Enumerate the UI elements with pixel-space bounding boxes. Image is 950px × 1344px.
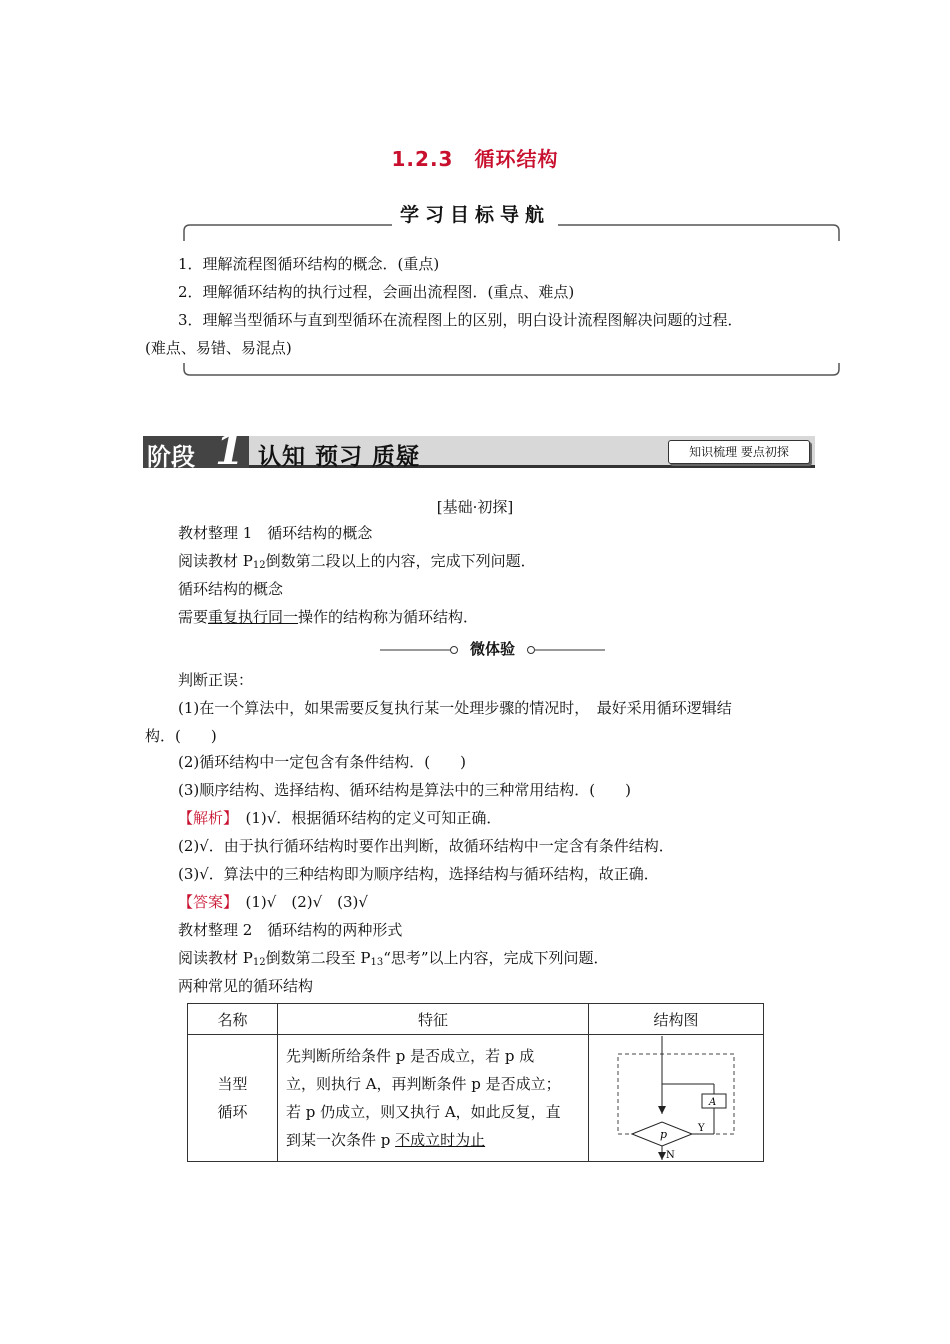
no-label: N (666, 1150, 675, 1160)
concept-definition: 需要重复执行同一操作的结构称为循环结构． (178, 608, 479, 626)
analysis-2: (2)√．由于执行循环结构时要作出判断，故循环结构中一定含有条件结构． (178, 837, 674, 855)
row-feature: 先判断所给条件 p 是否成立，若 p 成 立，则执行 A，再判断条件 p 是否成立； 若 p 仍成立，则又执行 A，如此反复，直 到某一次条件 p 不成立时为止 (277, 1035, 588, 1162)
stage-number: 1 (215, 425, 245, 474)
question-2: (2)循环结构中一定包含有条件结构．( ) (178, 753, 466, 771)
goal-item-2: 2．理解循环结构的执行过程，会画出流程图．(重点、难点) (178, 283, 575, 301)
common-structures: 两种常见的循环结构 (178, 977, 314, 995)
table-header-row (188, 1004, 764, 1035)
goal-item-1: 1．理解流程图循环结构的概念．(重点) (178, 255, 440, 273)
part2-read: 阅读教材 $P_{12}$倒数第二段至 $P_{13}“$思考”以上内容，完成下列问题． (178, 949, 609, 968)
loop-table (187, 1003, 764, 1162)
part2-heading: 教材整理 2 循环结构的两种形式 (178, 921, 403, 939)
part1-read: 阅读教材 $P_{12}$倒数第二段以上的内容，完成下列问题． (178, 552, 536, 571)
stage-title: 认知 预习 质疑 (258, 444, 421, 470)
analysis-tag: 【解析】 (178, 809, 231, 827)
cond-label: p (660, 1128, 668, 1141)
section-tag: [基础·初探] (436, 498, 514, 516)
goal-item-3-cont: (难点、易错、易混点) (145, 339, 292, 357)
question-1: (1)在一个算法中，如果需要反复执行某一处理步骤的情况时， 最好采用循环逻辑结 (178, 699, 732, 717)
judge-label: 判断正误： (178, 671, 254, 689)
stage-tag: 知识梳理 要点初探 (668, 440, 810, 464)
page-title: 1.2.3 循环结构 (391, 147, 559, 171)
while-loop-diagram (590, 1036, 762, 1160)
answer-line: 【答案】 (1)√ (2)√ (3)√ (178, 893, 368, 911)
table-row (188, 1035, 764, 1162)
analysis-3: (3)√．算法中的三种结构即为顺序结构，选择结构与循环结构，故正确． (178, 865, 659, 883)
micro-title: 微体验 (469, 640, 515, 658)
box-label: A (709, 1097, 717, 1108)
part1-heading: 教材整理 1 循环结构的概念 (178, 524, 373, 542)
stage-label: 阶段 (147, 443, 195, 471)
row-diagram (589, 1035, 764, 1162)
col-header-name: 名称 (188, 1004, 278, 1035)
answer-tag: 【答案】 (178, 893, 231, 911)
col-header-diagram: 结构图 (589, 1004, 764, 1035)
concept-title: 循环结构的概念 (178, 580, 284, 598)
goals-heading: 学习目标导航 (0, 200, 950, 227)
goal-item-3: 3．理解当型循环与直到型循环在流程图上的区别，明白设计流程图解决问题的过程． (178, 311, 743, 329)
col-header-feature: 特征 (277, 1004, 588, 1035)
analysis-1: 【解析】 (1)√．根据循环结构的定义可知正确． (178, 809, 502, 827)
question-3: (3)顺序结构、选择结构、循环结构是算法中的三种常用结构．( ) (178, 781, 631, 799)
question-1-cont: 构．( ) (145, 727, 217, 745)
row-name: 当型 循环 (188, 1035, 278, 1162)
yes-label: Y (698, 1123, 705, 1134)
